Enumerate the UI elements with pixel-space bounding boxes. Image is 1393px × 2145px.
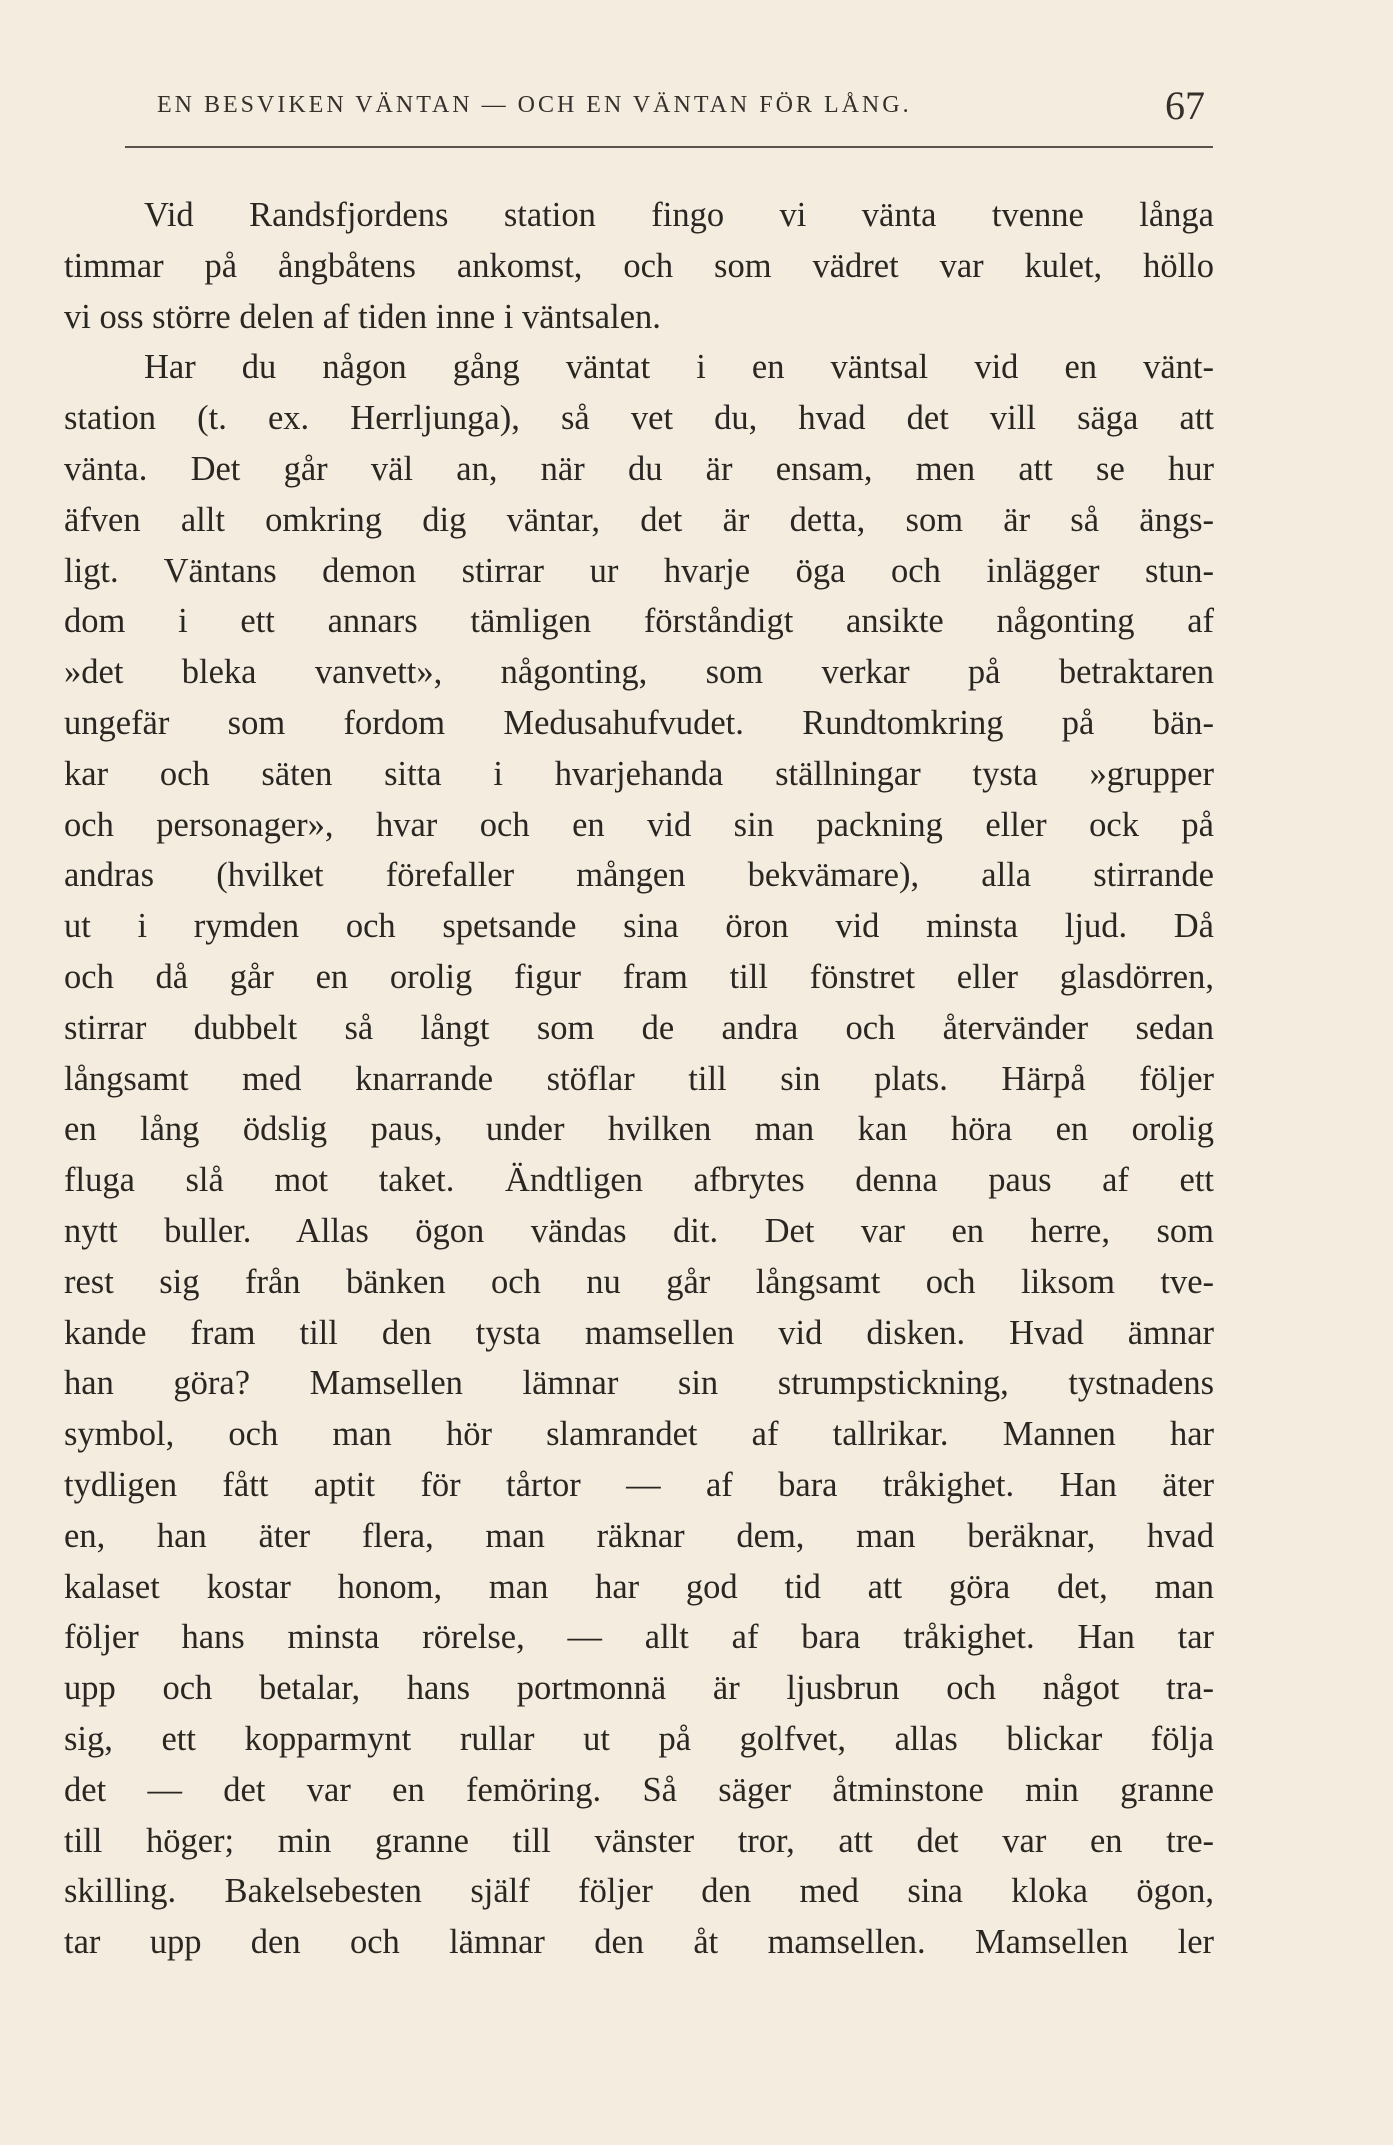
text-line: till höger; min granne till vänster tror, att det var en tre- [64, 1821, 1214, 1860]
text-line: och personager», hvar och en vid sin packning eller ock på [64, 805, 1214, 844]
text-line: vi oss större delen af tiden inne i väntsalen. [64, 297, 661, 336]
text-line: ungefär som fordom Medusahufvudet. Rundtomkring på bän- [64, 703, 1214, 742]
text-line: tar upp den och lämnar den åt mamsellen. Mamsellen ler [64, 1923, 1214, 1962]
text-line: och då går en orolig figur fram till fönstret eller glasdörren, [64, 957, 1214, 996]
text-line: Vid Randsfjordens station fingo vi vänta tvenne långa [144, 196, 1214, 234]
text-line: stirrar dubbelt så långt som de andra och återvänder sedan [64, 1008, 1214, 1047]
text-line: en, han äter flera, man räknar dem, man beräknar, hvad [64, 1516, 1214, 1555]
text-line: han göra? Mamsellen lämnar sin strumpstickning, tystnadens [64, 1364, 1214, 1403]
text-line: »det bleka vanvett», någonting, som verkar på betraktaren [64, 653, 1214, 692]
text-line: långsamt med knarrande stöflar till sin plats. Härpå följer [64, 1059, 1214, 1098]
text-line: Har du någon gång väntat i en väntsal vid en vänt- [144, 348, 1214, 387]
text-line: sig, ett kopparmynt rullar ut på golfvet, allas blickar följa [64, 1719, 1214, 1758]
text-line: dom i ett annars tämligen förståndigt ansikte någonting af [64, 602, 1214, 641]
text-line: ligt. Väntans demon stirrar ur hvarje öga och inlägger stun- [64, 551, 1214, 590]
text-line: vänta. Det går väl an, när du är ensam, men att se hur [64, 449, 1214, 488]
text-line: timmar på ångbåtens ankomst, och som vädret var kulet, höllo [64, 246, 1214, 285]
text-line: upp och betalar, hans portmonnä är ljusbrun och något tra- [64, 1669, 1214, 1708]
text-line: kande fram till den tysta mamsellen vid disken. Hvad ämnar [64, 1313, 1214, 1352]
header-rule [125, 146, 1213, 148]
text-line: fluga slå mot taket. Ändtligen afbrytes denna paus af ett [64, 1161, 1214, 1200]
text-line: följer hans minsta rörelse, — allt af bara tråkighet. Han tar [64, 1618, 1214, 1657]
text-line: det — det var en femöring. Så säger åtminstone min granne [64, 1770, 1214, 1809]
text-line: tydligen fått aptit för tårtor — af bara tråkighet. Han äter [64, 1465, 1214, 1504]
text-line: rest sig från bänken och nu går långsamt och liksom tve- [64, 1262, 1214, 1301]
text-line: andras (hvilket förefaller mången bekvämare), alla stirrande [64, 856, 1214, 895]
text-line: symbol, och man hör slamrandet af tallrikar. Mannen har [64, 1415, 1214, 1454]
text-line: en lång ödslig paus, under hvilken man kan höra en orolig [64, 1110, 1214, 1149]
page-number: 67 [1165, 83, 1205, 128]
text-line: skilling. Bakelsebesten själf följer den med sina kloka ögon, [64, 1872, 1214, 1911]
text-line: kalaset kostar honom, man har god tid att göra det, man [64, 1567, 1214, 1606]
text-line: nytt buller. Allas ögon vändas dit. Det var en herre, som [64, 1211, 1214, 1250]
text-line: ut i rymden och spetsande sina öron vid minsta ljud. Då [64, 907, 1214, 946]
body-text [64, 190, 1214, 1968]
text-line: station (t. ex. Herrljunga), så vet du, hvad det vill säga att [64, 399, 1214, 438]
running-head [125, 83, 1213, 128]
running-title: EN BESVIKEN VÄNTAN — OCH EN VÄNTAN FÖR LÅNG. [157, 92, 912, 118]
text-line: äfven allt omkring dig väntar, det är detta, som är så ängs- [64, 500, 1214, 539]
text-line: kar och säten sitta i hvarjehanda ställningar tysta »grupper [64, 754, 1214, 793]
